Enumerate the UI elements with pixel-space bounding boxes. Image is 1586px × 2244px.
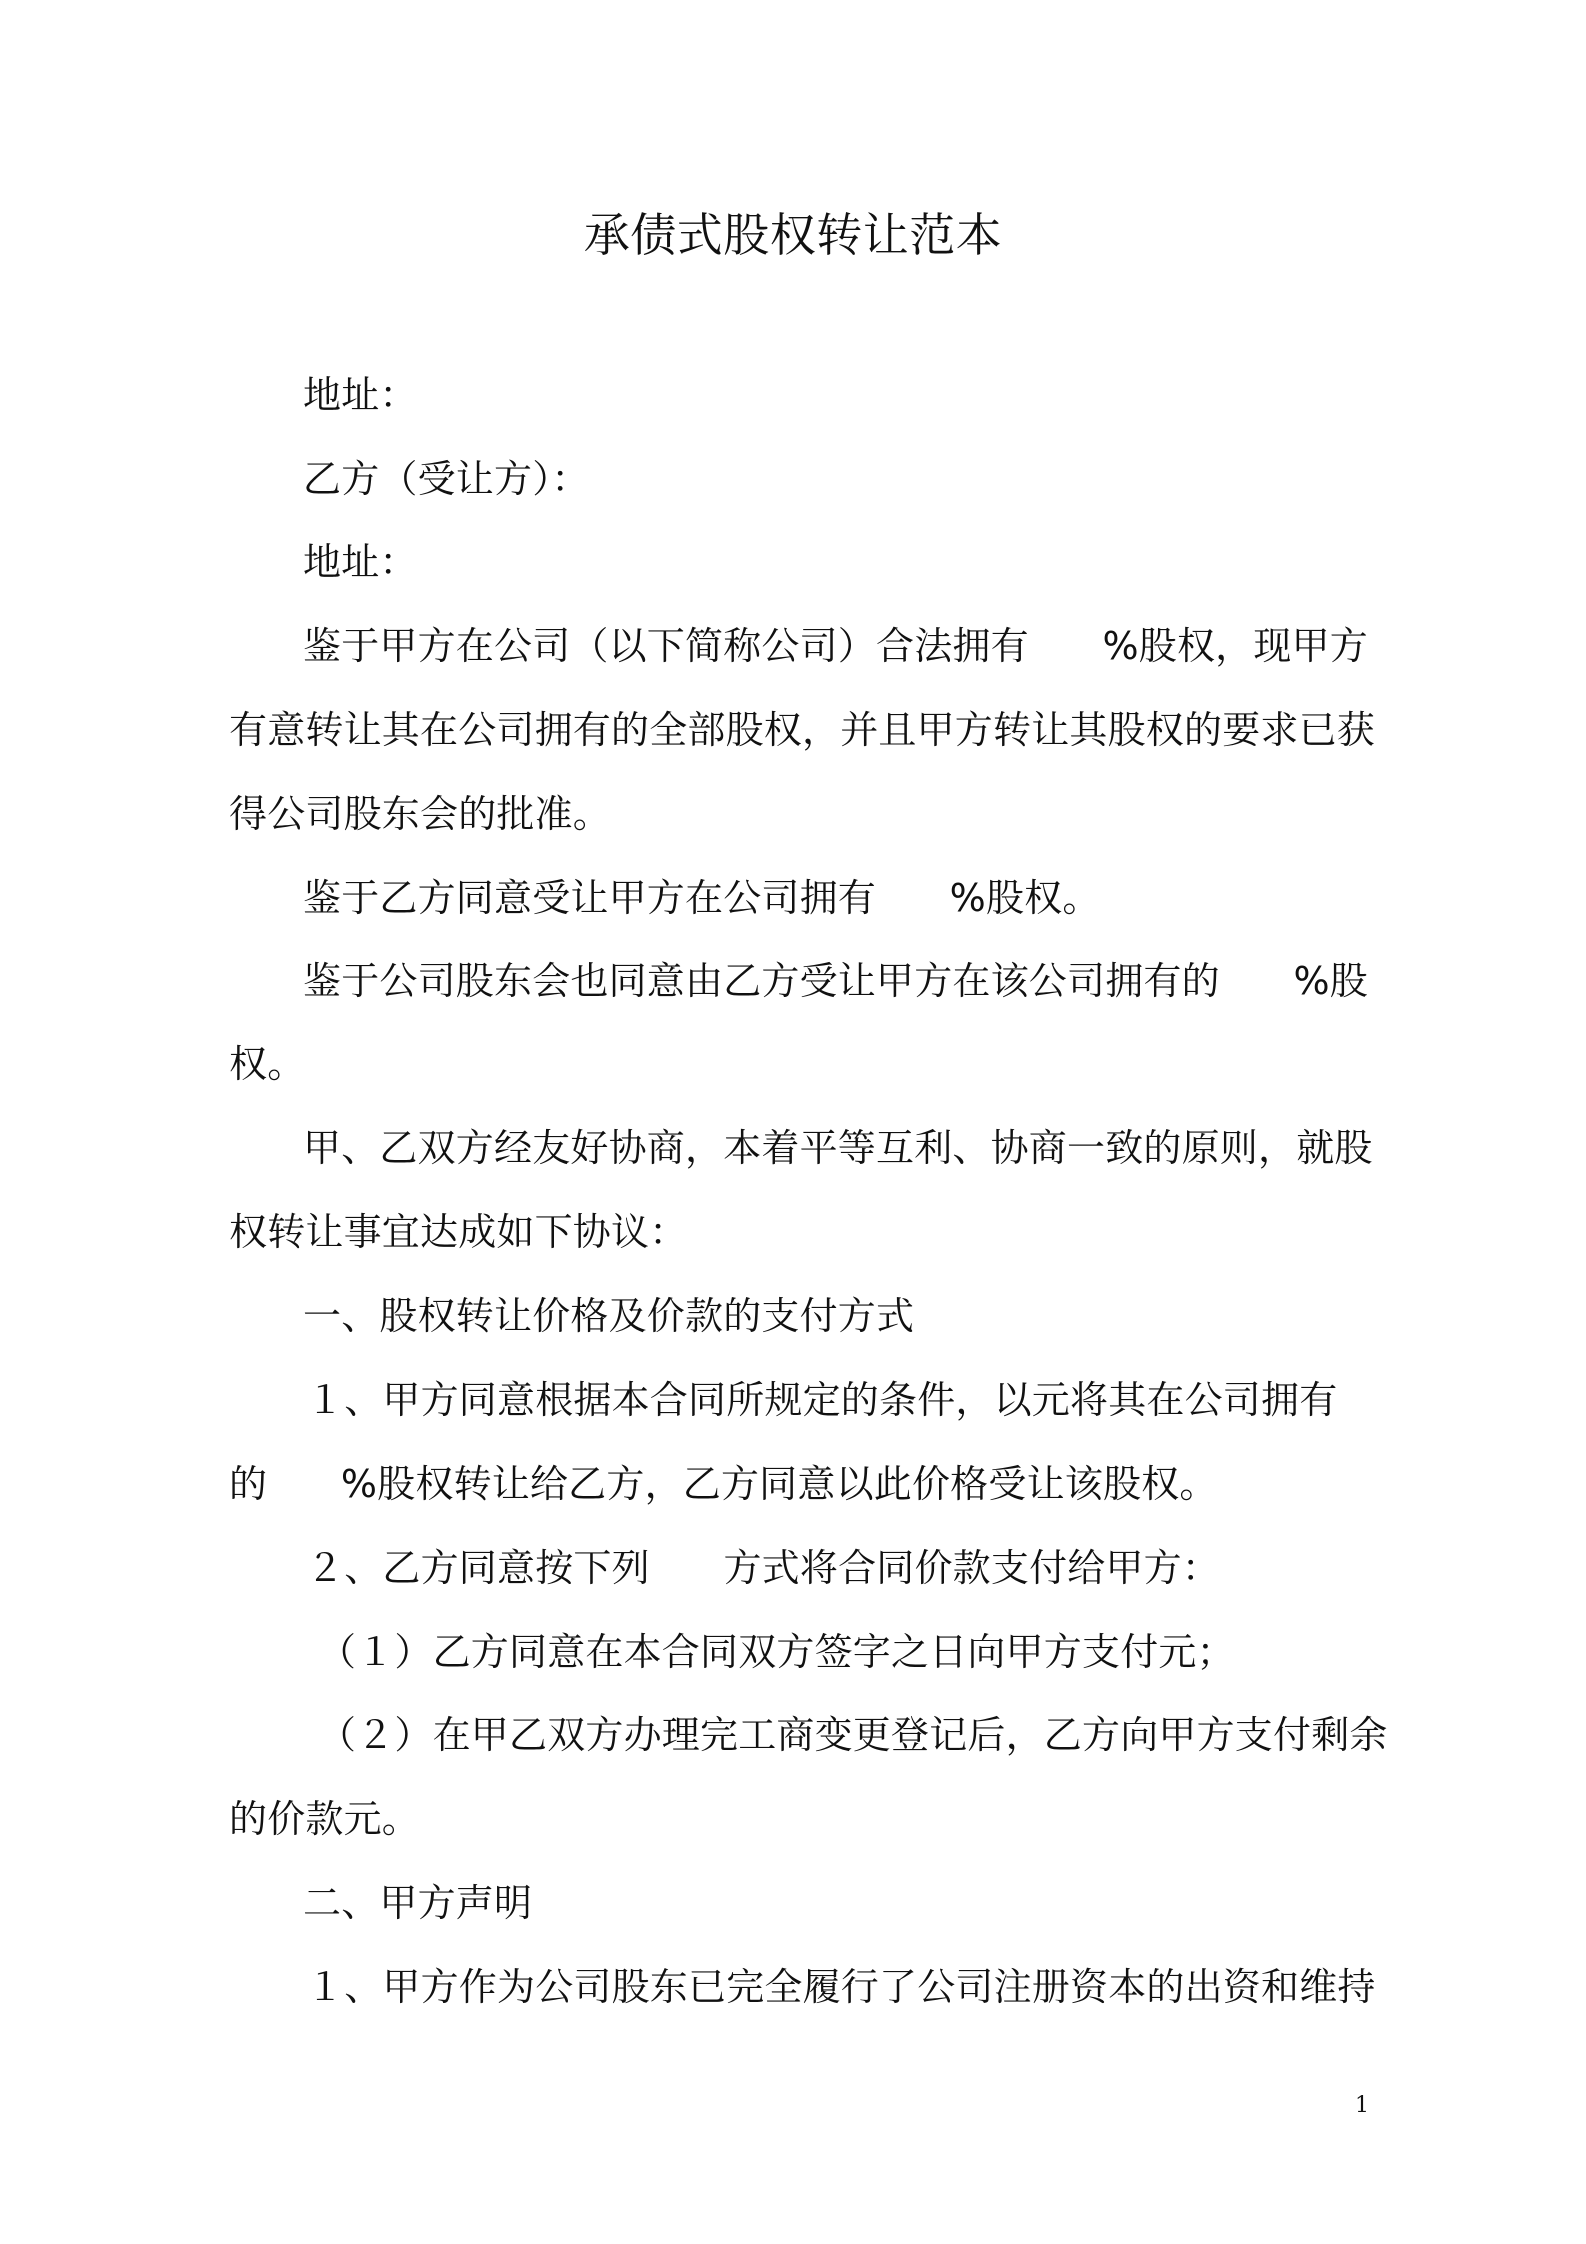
paragraph-3-line-2: 权。 xyxy=(229,1042,306,1086)
paragraph-1-line-3: 得公司股东会的批准。 xyxy=(229,792,612,836)
paragraph-4-line-2: 权转让事宜达成如下协议： xyxy=(229,1210,688,1254)
payment-item-2-line-2: 的价款元。 xyxy=(229,1797,421,1841)
clause-1-line-2: 的 %股权转让给乙方，乙方同意以此价格受让该股权。 xyxy=(229,1462,1218,1506)
section-2-clause-1-line-1: １、甲方作为公司股东已完全履行了公司注册资本的出资和维持 xyxy=(306,1965,1376,2009)
clause-2-line-1: ２、乙方同意按下列 方式将合同价款支付给甲方： xyxy=(306,1546,1221,1590)
paragraph-1-line-1: 鉴于甲方在公司（以下简称公司）合法拥有 %股权，现甲方 xyxy=(303,624,1368,668)
page-number: 1 xyxy=(1355,2093,1369,2118)
paragraph-1-line-2: 有意转让其在公司拥有的全部股权，并且甲方转让其股权的要求已获 xyxy=(229,708,1376,752)
paragraph-2-line-1: 鉴于乙方同意受让甲方在公司拥有 %股权。 xyxy=(303,876,1101,920)
payment-item-2-line-1: （２）在甲乙双方办理完工商变更登记后，乙方向甲方支付剩余 xyxy=(318,1713,1388,1757)
address-line-1: 地址： xyxy=(303,373,418,417)
party-b-line: 乙方（受让方）： xyxy=(303,457,590,501)
clause-1-line-1: １、甲方同意根据本合同所规定的条件，以元将其在公司拥有 xyxy=(306,1378,1338,1422)
address-line-2: 地址： xyxy=(303,540,418,584)
payment-item-1: （１）乙方同意在本合同双方签字之日向甲方支付元； xyxy=(318,1630,1235,1674)
paragraph-4-line-1: 甲、乙双方经友好协商，本着平等互利、协商一致的原则，就股 xyxy=(303,1126,1373,1170)
document-title: 承债式股权转让范本 xyxy=(583,208,1003,262)
section-2-heading: 二、甲方声明 xyxy=(303,1881,533,1925)
section-1-heading: 一、股权转让价格及价款的支付方式 xyxy=(303,1294,915,1338)
paragraph-3-line-1: 鉴于公司股东会也同意由乙方受让甲方在该公司拥有的 %股 xyxy=(303,959,1368,1003)
